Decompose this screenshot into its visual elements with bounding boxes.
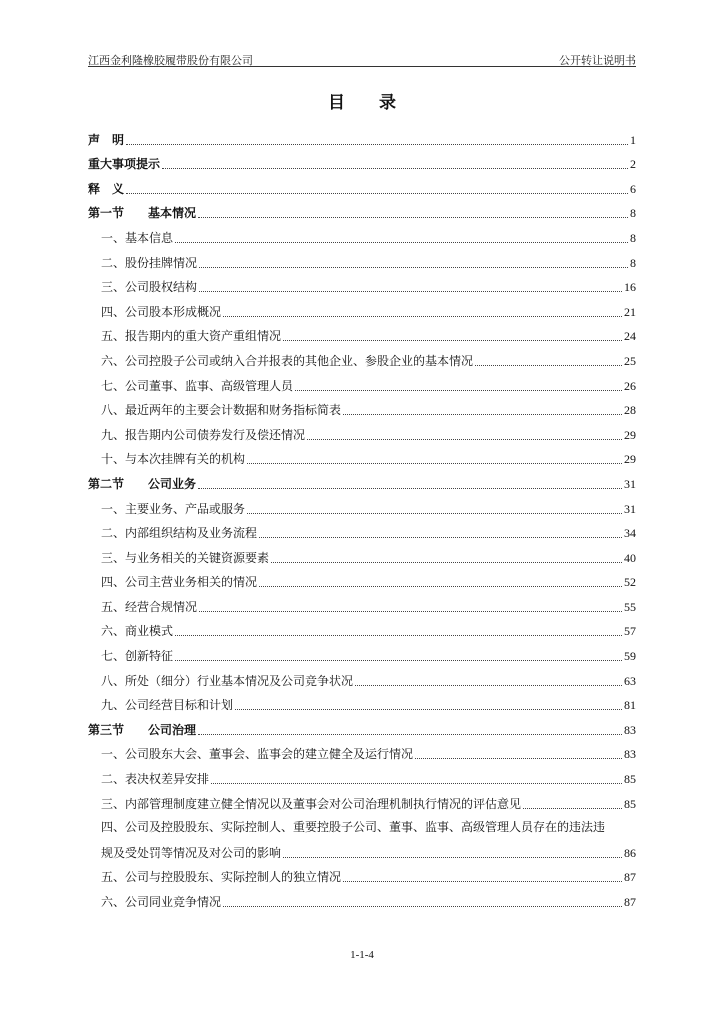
toc-entry[interactable] (88, 738, 636, 763)
toc-entry[interactable] (88, 517, 636, 542)
toc-entry-title (88, 327, 281, 344)
toc-dot-leader (198, 488, 622, 489)
toc-section-number: 第三节 (88, 722, 125, 737)
toc-entry-text: 一、主要业务、产品或服务 (101, 501, 246, 516)
toc-entry[interactable] (88, 861, 636, 886)
toc-entry[interactable] (88, 590, 636, 615)
toc-entry-text: 释 义 (88, 181, 125, 196)
toc-page-number: 31 (624, 501, 636, 516)
toc-entry-title (88, 868, 341, 885)
toc-page-number: 1 (630, 132, 636, 147)
toc-section-number: 第二节 (88, 476, 125, 491)
toc-dot-leader (198, 217, 628, 218)
toc-entry-text: 六、公司同业竞争情况 (101, 894, 222, 909)
toc-entry-title (88, 180, 124, 197)
toc-section-number: 第一节 (88, 206, 125, 221)
toc-entry-title (88, 401, 341, 418)
toc-entry-title (88, 131, 124, 148)
toc-entry[interactable] (88, 467, 636, 492)
toc-entry-text: 十、与本次挂牌有关的机构 (101, 452, 246, 467)
toc-entry-text: 八、最近两年的主要会计数据和财务指标简表 (101, 403, 342, 418)
header-company-name: 江西金利隆橡胶履带股份有限公司 (88, 54, 253, 67)
toc-dot-leader (223, 906, 622, 907)
toc-dot-leader (223, 316, 622, 317)
toc-entry-title (88, 254, 197, 271)
toc-entry-text: 五、经营合规情况 (101, 599, 198, 614)
toc-entry[interactable] (88, 221, 636, 246)
toc-entry[interactable] (88, 812, 636, 861)
toc-page-number: 87 (624, 894, 636, 909)
toc-entry[interactable] (88, 172, 636, 197)
toc-page-number: 28 (624, 403, 636, 418)
toc-page-number: 59 (624, 649, 636, 664)
toc-page-number: 81 (624, 698, 636, 713)
toc-page-number: 8 (630, 206, 636, 221)
toc-page-number: 85 (624, 796, 636, 811)
toc-entry-text: 三、公司股权结构 (101, 280, 198, 295)
toc-entry-text: 九、报告期内公司债券发行及偿还情况 (101, 427, 306, 442)
toc-entry-text: 重大事项提示 (88, 157, 161, 172)
toc-dot-leader (235, 709, 622, 710)
toc-entry-text: 一、公司股东大会、董事会、监事会的建立健全及运行情况 (101, 747, 414, 762)
toc-entry-text: 公司业务 (148, 476, 197, 491)
toc-entry-title (88, 672, 353, 689)
toc-page-number: 6 (630, 181, 636, 196)
toc-entry[interactable] (88, 369, 636, 394)
toc-entry[interactable] (88, 541, 636, 566)
toc-entry-text: 八、所处（细分）行业基本情况及公司竞争状况 (101, 673, 354, 688)
toc-dot-leader (283, 857, 622, 858)
toc-entry-title (88, 352, 473, 369)
toc-page-number: 21 (624, 304, 636, 319)
toc-entry[interactable] (88, 566, 636, 591)
toc-entry-title (88, 450, 245, 467)
toc-entry[interactable] (88, 123, 636, 148)
toc-page-number: 29 (624, 427, 636, 442)
toc-dot-leader (199, 291, 622, 292)
toc-dot-leader (523, 808, 622, 809)
toc-dot-leader (259, 586, 622, 587)
toc-entry-title (88, 229, 173, 246)
toc-entry-text: 四、公司主营业务相关的情况 (101, 575, 258, 590)
table-of-contents (88, 123, 636, 910)
toc-page-number: 34 (624, 526, 636, 541)
toc-dot-leader (175, 635, 622, 636)
toc-entry-text: 九、公司经营目标和计划 (101, 698, 234, 713)
toc-entry-title (88, 155, 160, 172)
toc-entry[interactable] (88, 418, 636, 443)
toc-entry-title (88, 426, 305, 443)
toc-page-number: 85 (624, 772, 636, 787)
toc-entry[interactable] (88, 320, 636, 345)
toc-page-number: 40 (624, 550, 636, 565)
toc-entry-title (88, 696, 233, 713)
toc-page-number: 83 (624, 747, 636, 762)
toc-page-number: 16 (624, 280, 636, 295)
toc-entry-text: 四、公司股本形成概况 (101, 304, 222, 319)
toc-entry-text: 二、表决权差异安排 (101, 772, 210, 787)
toc-entry-text: 公司治理 (148, 722, 197, 737)
toc-entry[interactable] (88, 492, 636, 517)
toc-entry-title (88, 303, 221, 320)
toc-entry-title (88, 647, 173, 664)
page-title: 目 录 (328, 93, 410, 113)
toc-entry[interactable] (88, 615, 636, 640)
toc-dot-leader (175, 660, 622, 661)
toc-entry[interactable] (88, 246, 636, 271)
toc-page-number: 8 (630, 230, 636, 245)
toc-entry-text: 五、公司与控股股东、实际控制人的独立情况 (101, 870, 342, 885)
toc-entry-title (88, 622, 173, 639)
toc-page-number: 8 (630, 255, 636, 270)
toc-entry-text: 三、内部管理制度建立健全情况以及董事会对公司治理机制执行情况的评估意见 (101, 796, 522, 811)
toc-entry-title (88, 770, 209, 787)
toc-entry-title (88, 278, 197, 295)
toc-entry-text: 二、股份挂牌情况 (101, 255, 198, 270)
toc-entry-text: 六、公司控股子公司或纳入合并报表的其他企业、参股企业的基本情况 (101, 353, 474, 368)
toc-entry-text: 七、公司董事、监事、高级管理人员 (101, 378, 294, 393)
toc-dot-leader (126, 144, 628, 145)
toc-entry[interactable] (88, 639, 636, 664)
toc-entry-text: 五、报告期内的重大资产重组情况 (101, 329, 282, 344)
toc-dot-leader (283, 340, 622, 341)
toc-page-number: 26 (624, 378, 636, 393)
toc-dot-leader (247, 513, 622, 514)
page-number: 1-1-4 (350, 949, 374, 961)
header-divider (88, 66, 636, 67)
toc-dot-leader (295, 390, 622, 391)
toc-entry-text: 一、基本信息 (101, 230, 174, 245)
toc-entry[interactable] (88, 713, 636, 738)
toc-entry-text: 声 明 (88, 132, 125, 147)
toc-dot-leader (307, 439, 622, 440)
toc-entry-title (88, 745, 413, 762)
toc-entry-title (88, 598, 197, 615)
toc-entry-title (88, 549, 269, 566)
toc-entry-title (88, 475, 196, 492)
toc-entry-text: 六、商业模式 (101, 624, 174, 639)
toc-entry[interactable] (88, 394, 636, 419)
toc-entry[interactable] (88, 344, 636, 369)
toc-entry-title (88, 500, 245, 517)
toc-entry[interactable] (88, 443, 636, 468)
toc-entry-title (88, 204, 196, 221)
toc-dot-leader (199, 611, 622, 612)
toc-entry-text: 三、与业务相关的关键资源要素 (101, 550, 270, 565)
toc-entry-text: 基本情况 (148, 206, 197, 221)
toc-entry[interactable] (88, 689, 636, 714)
toc-entry-text: 四、公司及控股股东、实际控制人、重要控股子公司、董事、监事、高级管理人员存在的违法违 (101, 819, 606, 834)
toc-entry-text: 七、创新特征 (101, 649, 174, 664)
toc-dot-leader (162, 168, 628, 169)
toc-dot-leader (211, 783, 622, 784)
toc-dot-leader (271, 562, 622, 563)
toc-dot-leader (199, 267, 628, 268)
toc-dot-leader (175, 242, 628, 243)
toc-dot-leader (247, 463, 622, 464)
toc-dot-leader (259, 537, 622, 538)
toc-page-number: 29 (624, 452, 636, 467)
toc-entry[interactable] (88, 295, 636, 320)
toc-entry-title (88, 377, 293, 394)
header-document-type: 公开转让说明书 (559, 54, 636, 67)
toc-page-number: 87 (624, 870, 636, 885)
toc-dot-leader (415, 758, 622, 759)
toc-entry-title (88, 721, 196, 738)
toc-dot-leader (343, 414, 622, 415)
toc-entry[interactable] (88, 787, 636, 812)
toc-entry[interactable] (88, 271, 636, 296)
toc-entry[interactable] (88, 885, 636, 910)
toc-page-number: 31 (624, 476, 636, 491)
toc-entry[interactable] (88, 148, 636, 173)
toc-entry-title (88, 524, 257, 541)
toc-entry-title (88, 573, 257, 590)
toc-entry-text-continued: 规及受处罚等情况及对公司的影响 (101, 845, 282, 860)
toc-dot-leader (198, 734, 622, 735)
toc-dot-leader (126, 193, 628, 194)
toc-page-number: 83 (624, 722, 636, 737)
toc-entry[interactable] (88, 664, 636, 689)
toc-entry-title (88, 795, 521, 812)
toc-page-number: 55 (624, 599, 636, 614)
toc-entry-title (88, 893, 221, 910)
toc-page-number: 63 (624, 673, 636, 688)
toc-page-number: 52 (624, 575, 636, 590)
toc-page-number: 25 (624, 353, 636, 368)
toc-entry-text: 二、内部组织结构及业务流程 (101, 526, 258, 541)
toc-entry[interactable] (88, 197, 636, 222)
toc-page-number: 86 (624, 845, 636, 860)
toc-dot-leader (475, 365, 622, 366)
toc-dot-leader (355, 685, 622, 686)
toc-dot-leader (343, 881, 622, 882)
toc-entry[interactable] (88, 762, 636, 787)
toc-page-number: 2 (630, 157, 636, 172)
toc-page-number: 57 (624, 624, 636, 639)
toc-page-number: 24 (624, 329, 636, 344)
